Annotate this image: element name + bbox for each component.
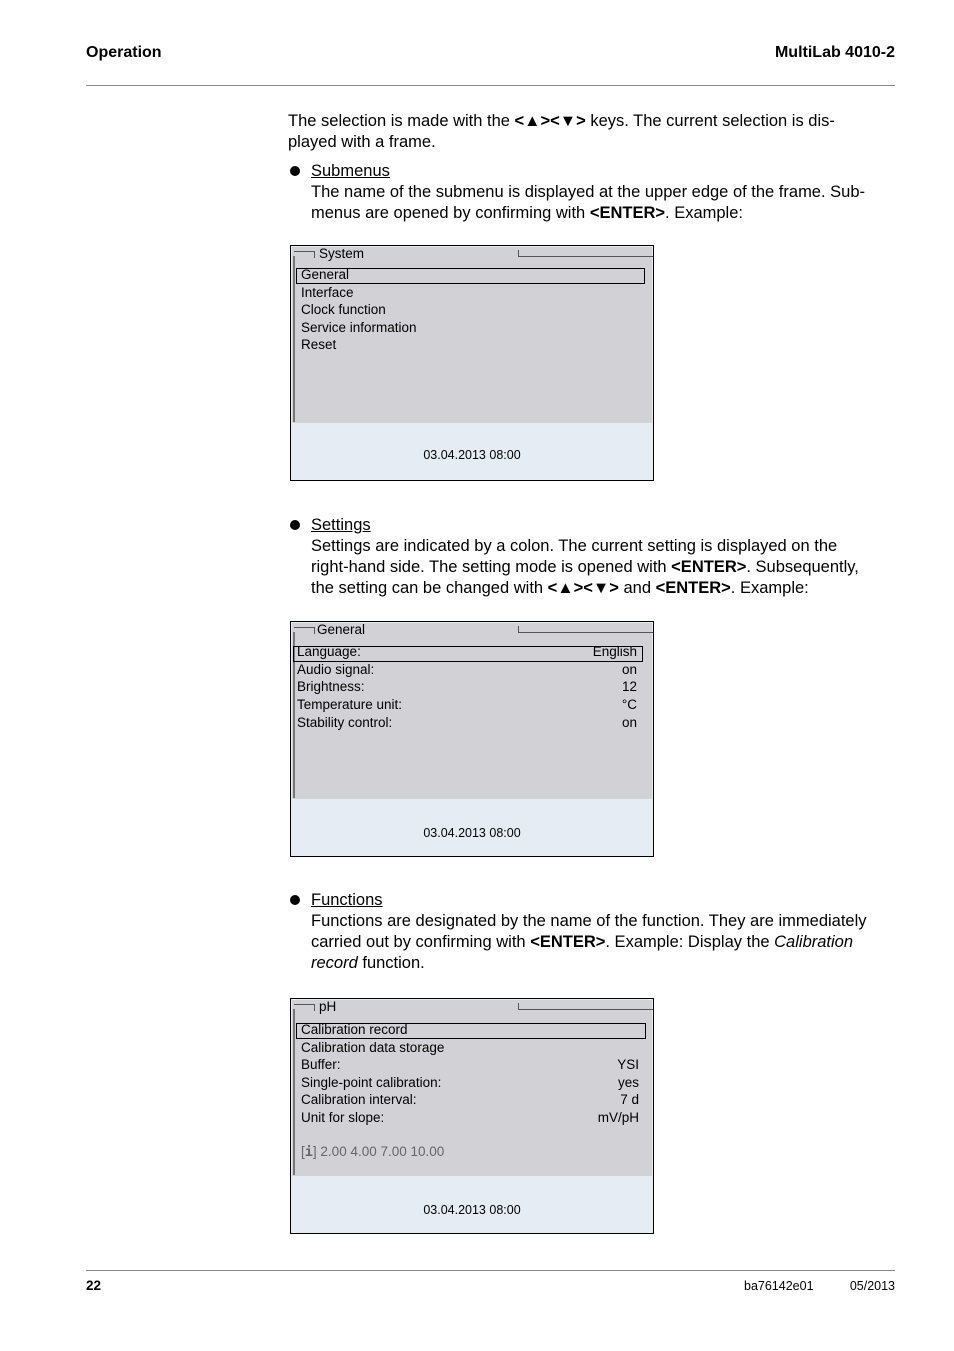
setting-value: 12 (621, 679, 637, 694)
screen-general-title: General (317, 622, 366, 637)
screen-system-datetime: 03.04.2013 08:00 (423, 448, 521, 462)
screen-ph-datetime: 03.04.2013 08:00 (423, 1203, 521, 1217)
intro-text-before: The selection is made with the (288, 112, 515, 130)
frame-tab-right (518, 250, 653, 257)
info-line (301, 1144, 444, 1160)
setting-value: English (592, 644, 637, 659)
settings-title: Settings (311, 516, 371, 534)
intro-keys: <▲><▼> (514, 112, 586, 130)
info-bracket-close: ] (312, 1144, 317, 1159)
menu-item-clock-function[interactable]: Clock function (301, 302, 386, 317)
intro-paragraph (288, 111, 898, 153)
screen-ph-title: pH (319, 999, 337, 1014)
functions-enter-key: <ENTER> (530, 933, 606, 951)
settings-line2-after: . Subsequently, (746, 558, 859, 576)
setting-label: Audio signal: (297, 662, 375, 677)
screen-general-datetime: 03.04.2013 08:00 (423, 826, 521, 840)
footer-rule (86, 1270, 895, 1271)
menu-item-service-information[interactable]: Service information (301, 320, 417, 335)
functions-title: Functions (311, 891, 383, 909)
frame-tab-left (294, 251, 315, 258)
settings-line2-before: right-hand side. The setting mode is opened with (311, 558, 672, 576)
settings-arrow-keys: <▲><▼> (547, 579, 619, 597)
setting-value: on (621, 662, 637, 677)
functions-block (311, 890, 901, 974)
functions-line3-after: function. (357, 954, 425, 972)
info-icon: i (304, 1144, 313, 1160)
submenus-enter-key: <ENTER> (589, 204, 666, 222)
setting-label: Stability control: (297, 715, 393, 730)
doc-number: ba76142e01 (744, 1279, 814, 1293)
submenus-block (311, 161, 901, 224)
frame-tab-left (294, 1004, 315, 1011)
setting-value: °C (621, 697, 637, 712)
screen-system (290, 245, 654, 481)
submenus-line2-after: . Example: (665, 204, 743, 222)
settings-enter-key-2: <ENTER> (655, 579, 731, 597)
screen-ph (290, 998, 654, 1234)
doc-date: 05/2013 (849, 1279, 895, 1293)
page-number: 22 (86, 1278, 102, 1293)
frame-left-edge (293, 1009, 295, 1175)
setting-label: Unit for slope: (301, 1110, 385, 1125)
setting-label: Calibration interval: (301, 1092, 417, 1107)
setting-value: 7 d (620, 1092, 639, 1107)
functions-line1: Functions are designated by the name of the function. They are immediately (311, 912, 867, 930)
submenus-line2-before: menus are opened by confirming with (311, 204, 590, 222)
setting-label: Temperature unit: (297, 697, 403, 712)
menu-item-interface[interactable]: Interface (301, 285, 354, 300)
screen-general (290, 621, 654, 857)
functions-line2-mid: . Example: Display the (605, 933, 775, 951)
header-rule (86, 85, 895, 86)
functions-line2-italic: Calibration (774, 933, 854, 951)
function-label: Calibration data storage (301, 1040, 445, 1055)
submenus-title: Submenus (311, 162, 390, 180)
info-buffer-values: 2.00 4.00 7.00 10.00 (316, 1144, 445, 1159)
functions-line3-italic: record (311, 954, 358, 972)
bullet-settings-icon (290, 520, 300, 530)
setting-value: yes (617, 1075, 639, 1090)
settings-line3-after: . Example: (730, 579, 809, 597)
menu-item-general[interactable]: General (301, 267, 350, 282)
submenus-line1: The name of the submenu is displayed at the upper edge of the frame. Sub- (311, 183, 866, 201)
header-product-name: MultiLab 4010-2 (774, 44, 895, 61)
frame-tab-right (518, 1003, 653, 1010)
function-label: Calibration record (301, 1022, 408, 1037)
menu-item-reset[interactable]: Reset (301, 337, 337, 352)
settings-line1: Settings are indicated by a colon. The current setting is displayed on the (311, 537, 838, 555)
functions-line2-before: carried out by confirming with (311, 933, 531, 951)
frame-tab-left (294, 627, 315, 634)
setting-label: Brightness: (297, 679, 365, 694)
frame-tab-right (518, 626, 653, 633)
intro-text-after: keys. The current selection is dis- (585, 112, 835, 130)
settings-line3-mid: and (618, 579, 656, 597)
header-section-title: Operation (86, 44, 162, 61)
settings-block (311, 515, 901, 599)
bullet-functions-icon (290, 895, 300, 905)
setting-label: Single-point calibration: (301, 1075, 442, 1090)
settings-enter-key: <ENTER> (671, 558, 747, 576)
bullet-submenus-icon (290, 166, 300, 176)
frame-left-edge (293, 256, 295, 422)
intro-line2: played with a frame. (288, 133, 436, 151)
settings-line3-before: the setting can be changed with (311, 579, 548, 597)
setting-value: on (621, 715, 637, 730)
setting-value: YSI (617, 1057, 639, 1072)
screen-system-title: System (319, 246, 365, 261)
setting-label: Buffer: (301, 1057, 341, 1072)
info-bracket-open: [ (301, 1144, 305, 1159)
setting-label: Language: (297, 644, 361, 659)
setting-value: mV/pH (597, 1110, 639, 1125)
